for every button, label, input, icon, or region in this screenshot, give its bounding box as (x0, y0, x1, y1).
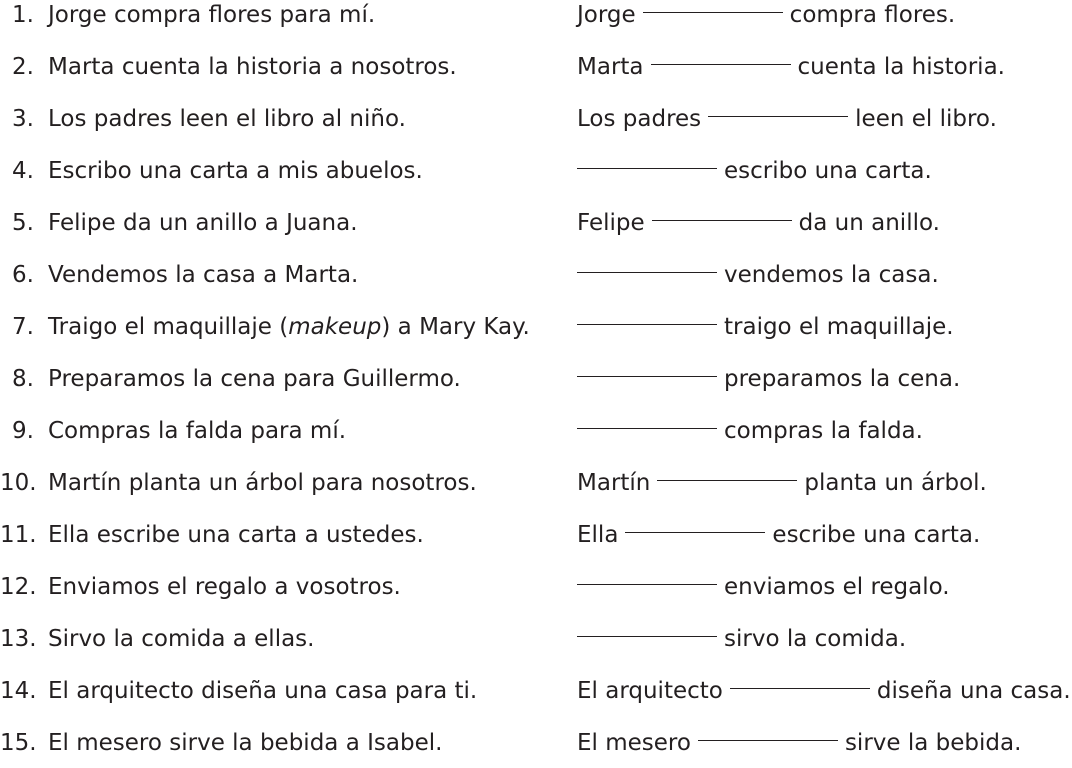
answer-rest: cuenta la historia. (797, 54, 1005, 80)
item-answer (577, 104, 997, 134)
exercise-row (0, 364, 1072, 404)
answer-blank[interactable] (698, 740, 838, 741)
item-answer (577, 728, 1021, 758)
prompt-gloss: makeup (288, 314, 382, 340)
answer-rest: compras la falda. (724, 418, 923, 444)
answer-subject: Ella (577, 522, 619, 548)
item-prompt: Los padres leen el libro al niño. (48, 106, 406, 132)
exercise-row (0, 104, 1072, 144)
item-prompt: Escribo una carta a mis abuelos. (48, 158, 423, 184)
item-number: 1. (12, 2, 34, 28)
item-number: 5. (12, 210, 34, 236)
item-answer (577, 208, 940, 238)
item-prompt: Sirvo la comida a ellas. (48, 626, 315, 652)
answer-subject: Jorge (577, 2, 636, 28)
answer-blank[interactable] (651, 64, 791, 65)
item-prompt: Martín planta un árbol para nosotros. (48, 470, 477, 496)
answer-rest: da un anillo. (798, 210, 940, 236)
exercise-row (0, 52, 1072, 92)
answer-blank[interactable] (577, 272, 717, 273)
item-number: 9. (12, 418, 34, 444)
item-answer (577, 520, 980, 550)
item-number: 3. (12, 106, 34, 132)
item-prompt: Felipe da un anillo a Juana. (48, 210, 358, 236)
item-answer (577, 52, 1005, 82)
answer-rest: vendemos la casa. (724, 262, 939, 288)
item-prompt: El arquitecto diseña una casa para ti. (48, 678, 478, 704)
item-number: 2. (12, 54, 34, 80)
item-prompt: Vendemos la casa a Marta. (48, 262, 359, 288)
exercise-row (0, 0, 1072, 40)
item-answer (577, 156, 932, 186)
exercise-row (0, 416, 1072, 456)
exercise-row (0, 312, 1072, 352)
answer-rest: planta un árbol. (804, 470, 987, 496)
answer-subject: El arquitecto (577, 678, 723, 704)
answer-rest: traigo el maquillaje. (724, 314, 954, 340)
answer-subject: Felipe (577, 210, 645, 236)
exercise-row (0, 676, 1072, 716)
answer-subject: Los padres (577, 106, 702, 132)
item-prompt (48, 312, 530, 342)
item-answer (577, 0, 955, 30)
answer-rest: preparamos la cena. (724, 366, 961, 392)
item-number: 15. (0, 730, 37, 756)
answer-rest: sirvo la comida. (724, 626, 907, 652)
prompt-text: ) a Mary Kay. (381, 314, 530, 340)
item-prompt: Jorge compra flores para mí. (48, 2, 376, 28)
answer-blank[interactable] (625, 532, 765, 533)
item-prompt: Marta cuenta la historia a nosotros. (48, 54, 457, 80)
answer-rest: diseña una casa. (876, 678, 1071, 704)
item-prompt: Preparamos la cena para Guillermo. (48, 366, 461, 392)
exercise-row (0, 208, 1072, 248)
item-number: 11. (0, 522, 37, 548)
answer-blank[interactable] (708, 116, 848, 117)
item-number: 6. (12, 262, 34, 288)
item-number: 4. (12, 158, 34, 184)
item-prompt: Compras la falda para mí. (48, 418, 347, 444)
exercise-row (0, 260, 1072, 300)
answer-rest: escribe una carta. (772, 522, 981, 548)
prompt-text: Traigo el maquillaje ( (48, 314, 289, 340)
answer-blank[interactable] (577, 428, 717, 429)
answer-rest: compra flores. (789, 2, 956, 28)
answer-blank[interactable] (643, 12, 783, 13)
item-answer (577, 676, 1071, 706)
answer-blank[interactable] (652, 220, 792, 221)
item-answer (577, 364, 960, 394)
item-answer (577, 416, 923, 446)
exercise-row (0, 624, 1072, 664)
answer-blank[interactable] (577, 584, 717, 585)
answer-subject: El mesero (577, 730, 691, 756)
answer-blank[interactable] (577, 376, 717, 377)
answer-rest: enviamos el regalo. (724, 574, 950, 600)
answer-subject: Martín (577, 470, 651, 496)
exercise-row (0, 520, 1072, 560)
answer-subject: Marta (577, 54, 644, 80)
answer-blank[interactable] (657, 480, 797, 481)
item-number: 14. (0, 678, 37, 704)
item-answer (577, 468, 987, 498)
item-number: 8. (12, 366, 34, 392)
exercise-row (0, 572, 1072, 612)
item-number: 13. (0, 626, 37, 652)
exercise-row (0, 728, 1072, 768)
answer-rest: escribo una carta. (724, 158, 932, 184)
item-number: 7. (12, 314, 34, 340)
answer-rest: sirve la bebida. (844, 730, 1022, 756)
item-prompt: Ella escribe una carta a ustedes. (48, 522, 424, 548)
exercise-row (0, 468, 1072, 508)
answer-blank[interactable] (577, 324, 717, 325)
answer-blank[interactable] (577, 636, 717, 637)
exercise-row (0, 156, 1072, 196)
item-answer (577, 624, 906, 654)
item-prompt: Enviamos el regalo a vosotros. (48, 574, 401, 600)
item-answer (577, 572, 950, 602)
item-answer (577, 260, 939, 290)
item-answer (577, 312, 954, 342)
answer-blank[interactable] (730, 688, 870, 689)
answer-rest: leen el libro. (855, 106, 997, 132)
item-prompt: El mesero sirve la bebida a Isabel. (48, 730, 443, 756)
item-number: 12. (0, 574, 37, 600)
item-number: 10. (0, 470, 37, 496)
answer-blank[interactable] (577, 168, 717, 169)
